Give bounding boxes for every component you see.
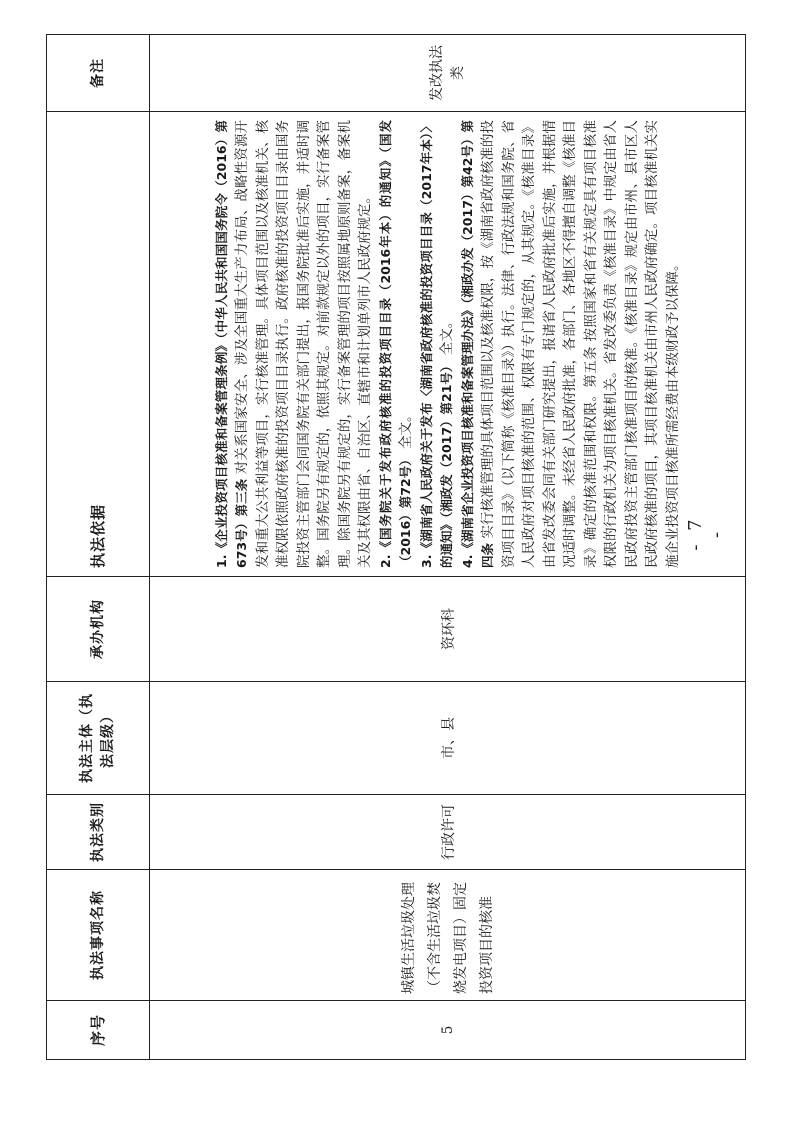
row-subject: 市、县 — [150, 682, 746, 795]
row-note: 发改执法类 — [150, 35, 746, 112]
basis-title-1: 1.《企业投资项目核准和备案管理条例》（中华人民共和国国务院令（2016）第673号）第三条 — [213, 120, 250, 568]
basis-text-3: 全文。 — [439, 314, 456, 356]
basis-text-2: 全文。 — [398, 408, 415, 450]
table-row — [150, 35, 746, 1060]
header-category: 执法类别 — [47, 795, 150, 870]
basis-item-4 — [458, 120, 684, 568]
header-index: 序号 — [47, 1001, 150, 1060]
basis-text-1: 对关系国家安全、涉及全国重大生产力布局、战略性资源开发和重大公共利益等项目，实行核准管理。具体项目范围以及核准机关、核准权限依照政府核准的投资项目目录执行。政府核准的投资项目目录由国务院投资主管部门会同国务院有关部门提出，报国务院批准后实施，并适时调整。国务院另有规定的，依照其规定。对前款规定以外的项目，实行备案管理。除国务院另有规定的，实行备案管理的项目按照属地原则备案，备案机关及其权限由省、自治区、直辖市和计划单列市人民政府规定。 — [234, 119, 374, 568]
basis-item-3 — [417, 120, 458, 568]
basis-item-2 — [376, 120, 417, 568]
row-category: 行政许可 — [150, 795, 746, 870]
header-item-name: 执法事项名称 — [47, 870, 150, 1001]
row-index: 5 — [150, 1001, 746, 1060]
row-basis — [150, 112, 746, 577]
header-note: 备注 — [47, 35, 150, 112]
basis-title-2: 2.《国务院关于发布政府核准的投资项目目录（2016年本）的通知》（国发（2016）第72号） — [377, 120, 414, 568]
rotated-table-sheet — [46, 45, 746, 1060]
table-header-row — [47, 35, 150, 1060]
header-basis: 执法依据 — [47, 112, 150, 577]
basis-title-4: 4.《湖南省企业投资项目核准和备案管理办法》（湘政办发（2017）第42号）第四条 — [459, 120, 496, 568]
row-agency: 资环科 — [150, 577, 746, 682]
row-item-name: 城镇生活垃圾处理（不含生活垃圾焚烧发电项目）固定投资项目的核准 — [150, 870, 746, 1001]
basis-title-3: 3.《湖南省人民政府关于发布〈湖南省政府核准的投资项目目录（2017年本）〉的通知》（湘政发（2017）第21号） — [418, 120, 455, 568]
basis-item-1 — [212, 120, 376, 568]
enforcement-table — [46, 34, 746, 1060]
basis-text-4: 实行核准管理的具体项目范围以及核准权限，按《湖南省政府核准的投资项目目录》（以下简称《核准目录》）执行。法律、行政法规和国务院、省人民政府对项目核准的范围、权限有专门规定的，从其规定。《核准目录》由省发改委会同有关部门研究提出，报请省人民政府批准后实施，并根据情况适时调整。未经省人民政府批准，各部门、各地区不得擅自调整《核准目录》确定的核准范围和权限。第五条 按照国家和省有关规定具有项目核准权限的行政机关为项目核准机关。省发改委负责《核准目录》中规定由省人民政府投资主管部门核准项目的核准。《核准目录》规定由市州、县市区人民政府核准的项目，其项目核准机关由市州人民政府确定。项目核准机关实施企业投资项目核准所需经费由本级财政予以保障。 — [480, 120, 681, 568]
header-agency: 承办机构 — [47, 577, 150, 682]
page-number: - 7 - — [685, 515, 727, 551]
header-subject: 执法主体（执法层级） — [47, 682, 150, 795]
